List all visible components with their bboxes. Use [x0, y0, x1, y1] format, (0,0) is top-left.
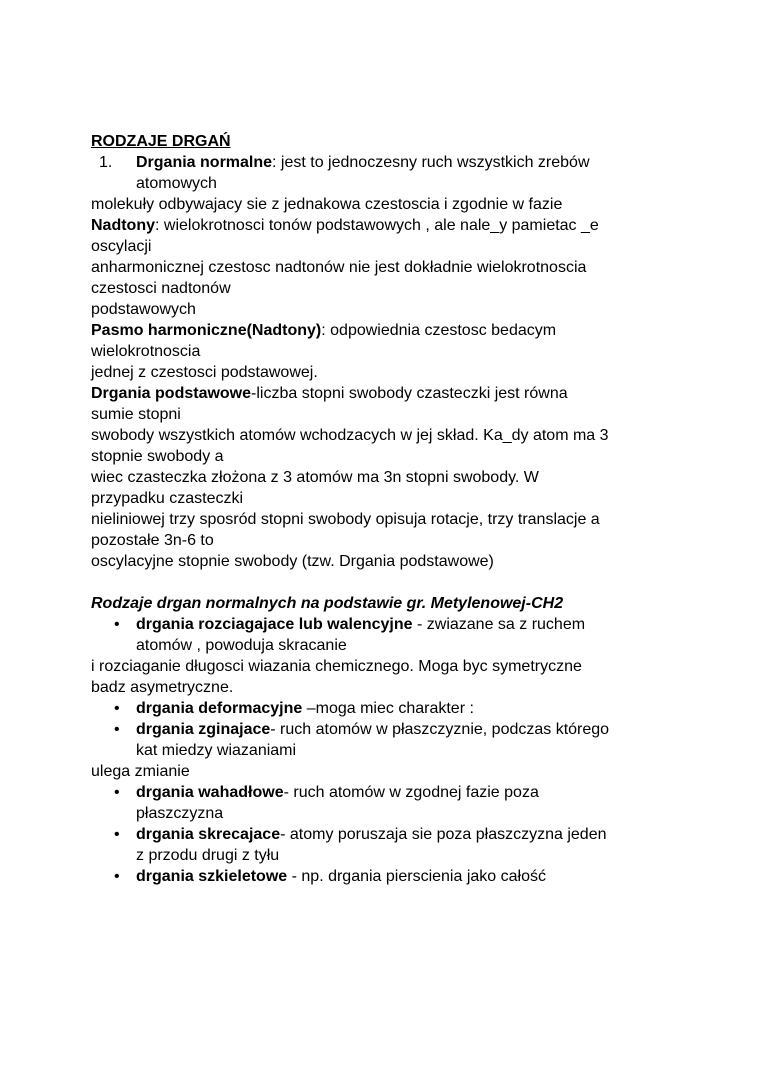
paragraph-line: czestosci nadtonów	[91, 280, 231, 297]
bullet-icon: •	[114, 616, 120, 633]
paragraph-line: przypadku czasteczki	[91, 490, 244, 507]
bullet-line-1	[136, 782, 691, 803]
numbered-item-text: : jest to jednoczesny ruch wszystkich zrebów	[272, 154, 590, 171]
term-rozciagajace: drgania rozciagajace lub walencyjne	[136, 616, 413, 633]
paragraph-line: wielokrotnoscia	[91, 343, 201, 360]
term-deformacyjne: drgania deformacyjne	[136, 700, 303, 717]
numbered-item-line-2: atomowych	[136, 175, 217, 192]
bullet-line-2: atomów , powoduja skracanie	[136, 637, 347, 654]
bullet-item-zginajace	[91, 719, 691, 761]
bullet-line-1	[136, 824, 691, 845]
bullet-icon: •	[114, 868, 120, 885]
paragraph-line: oscylacyjne stopnie swobody (tzw. Drgania podstawowe)	[91, 553, 494, 570]
bullet-item-skrecajace	[91, 824, 691, 866]
numbered-item-line-1	[136, 152, 691, 173]
paragraph-line: podstawowych	[91, 301, 196, 318]
bullet-text: - ruch atomów w zgodnej fazie poza	[283, 784, 539, 801]
paragraph-line: badz asymetryczne.	[91, 679, 234, 696]
bullet-line-2: kat miedzy wiazaniami	[136, 742, 297, 759]
bullet-text: - atomy poruszaja sie poza płaszczyzna jeden	[280, 826, 607, 843]
term-wahadlowe: drgania wahadłowe	[136, 784, 284, 801]
document-title: RODZAJE DRGAŃ	[91, 133, 231, 150]
bullet-line-2: płaszczyzna	[136, 805, 224, 822]
term-drgania-podstawowe: Drgania podstawowe	[91, 385, 252, 402]
term-skrecajace: drgania skrecajace	[136, 826, 281, 843]
bullet-line-2: z przodu drugi z tyłu	[136, 847, 280, 864]
bullet-icon: •	[114, 826, 120, 843]
term-zginajace: drgania zginajace	[136, 721, 271, 738]
pasmo-line-1	[91, 320, 691, 341]
paragraph-line: anharmonicznej czestosc nadtonów nie jest dokładnie wielokrotnoscia	[91, 259, 587, 276]
paragraph-line: swobody wszystkich atomów wchodzacych w jej skład. Ka_dy atom ma 3	[91, 427, 609, 444]
section-heading: Rodzaje drgan normalnych na podstawie gr. Metylenowej-CH2	[91, 595, 564, 612]
nadtony-text: : wielokrotnosci tonów podstawowych , ale nale_y pamietac _e	[155, 217, 599, 234]
bullet-text: - zwiazane sa z ruchem	[412, 616, 586, 633]
paragraph-line: i rozciaganie długosci wiazania chemicznego. Moga byc symetryczne	[91, 658, 582, 675]
nadtony-line-1	[91, 215, 691, 236]
paragraph-line: oscylacji	[91, 238, 152, 255]
bullet-item-wahadlowe	[91, 782, 691, 824]
list-number: 1.	[99, 154, 113, 171]
document-page	[91, 131, 691, 887]
paragraph-line: ulega zmianie	[91, 763, 190, 780]
bullet-icon: •	[114, 784, 120, 801]
bullet-line-1	[136, 698, 691, 719]
paragraph-spacer	[91, 572, 691, 593]
bullet-text: - np. drgania pierscienia jako całość	[287, 868, 546, 885]
podstawowe-text: -liczba stopni swobody czasteczki jest równa	[251, 385, 568, 402]
numbered-item-drgania-normalne	[91, 152, 691, 194]
bullet-item-deformacyjne	[91, 698, 691, 719]
paragraph-line: nieliniowej trzy sposród stopni swobody opisuja rotacje, trzy translacje a	[91, 511, 600, 528]
paragraph-line: stopnie swobody a	[91, 448, 224, 465]
bullet-icon: •	[114, 721, 120, 738]
paragraph-line: sumie stopni	[91, 406, 181, 423]
bullet-text: –moga miec charakter :	[302, 700, 474, 717]
bullet-line-1	[136, 719, 691, 740]
bullet-text: - ruch atomów w płaszczyznie, podczas którego	[270, 721, 610, 738]
term-nadtony: Nadtony	[91, 217, 155, 234]
bullet-item-rozciagajace	[91, 614, 691, 656]
podstawowe-line-1	[91, 383, 691, 404]
pasmo-text: : odpowiednia czestosc bedacym	[321, 322, 557, 339]
term-drgania-normalne: Drgania normalne	[136, 154, 273, 171]
term-pasmo-harmoniczne: Pasmo harmoniczne(Nadtony)	[91, 322, 322, 339]
paragraph-line: wiec czasteczka złożona z 3 atomów ma 3n stopni swobody. W	[91, 469, 539, 486]
paragraph-line: molekuły odbywajacy sie z jednakowa czestoscia i zgodnie w fazie	[91, 196, 563, 213]
term-szkieletowe: drgania szkieletowe	[136, 868, 288, 885]
bullet-item-szkieletowe	[91, 866, 691, 887]
bullet-line-1	[136, 866, 691, 887]
paragraph-line: jednej z czestosci podstawowej.	[91, 364, 318, 381]
paragraph-line: pozostałe 3n-6 to	[91, 532, 214, 549]
bullet-icon: •	[114, 700, 120, 717]
bullet-line-1	[136, 614, 691, 635]
